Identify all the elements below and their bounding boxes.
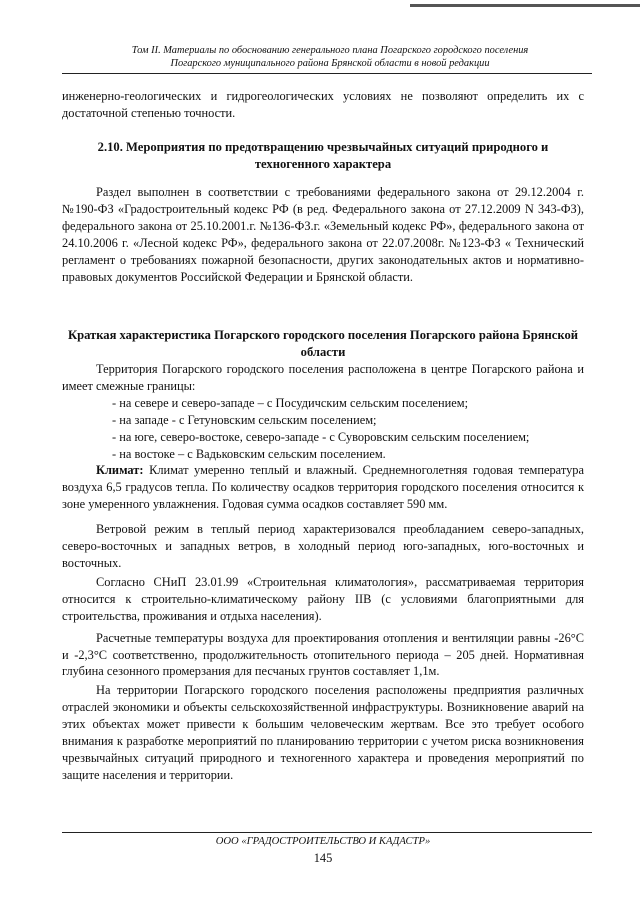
header-line-1: Том II. Материалы по обоснованию генерального плана Погарского городского поселения [131, 45, 529, 56]
border-item-east: - на востоке – с Вадьковским сельским поселением. [112, 446, 386, 461]
intro-continuation [62, 88, 584, 122]
temperatures-paragraph: Расчетные температуры воздуха для проектирования отопления и вентиляции равны -26°С и -2,3°С соответственно, продолжительность отопительного периода – 205 дней. Нормативная глубина сезонного промерзания для песчаных грунтов составляет 1,1м. [62, 630, 584, 679]
border-item-south: - на юге, северо-востоке, северо-западе - с Суворовским сельским поселением; [112, 429, 530, 444]
snip-paragraph: Согласно СНиП 23.01.99 «Строительная климатология», рассматриваемая территория относится к строительно-климатическому району IIВ (с условиями благоприятными для строительства, проживания и отдыха населения). [62, 574, 584, 623]
climate-label: Климат: [96, 463, 144, 478]
border-item-west: - на западе - с Гетуновским сельским поселением; [112, 412, 377, 427]
section-210-body [62, 184, 584, 285]
climate-paragraph [62, 462, 584, 513]
wind-paragraph: Ветровой режим в теплый период характеризовался преобладанием северо-западных, северо-восточных и западных ветров, в холодный период юго-западных, юго-восточных и восточных. [62, 522, 584, 570]
climate-text: Климат умеренно теплый и влажный. Среднемноголетняя годовая температура воздуха 6,5 градусов тепла. По количеству осадков территория городского поселения относится к зоне умеренного увлажнения. Годовая сумма осадков составляет 590 мм. [62, 463, 584, 512]
scan-edge-mark [410, 4, 640, 7]
legal-basis-paragraph: Раздел выполнен в соответствии с требованиями федерального закона от 29.12.2004 г. №190-ФЗ «Градостроительный кодекс РФ (в ред. Федерального закона от 27.12.2009 N 343-ФЗ), федерального закона от 25.10.2001.г. №136-ФЗ.г. «Земельный кодекс РФ», федерального закона от 24.10.2006 г. «Лесной кодекс РФ», федерального закона от 22.07.2008г. №123-ФЗ « Технический регламент о требованиях пожарной безопасности, других законодательных актов и нормативно-правовых документов Российской Федерации и Брянской области. [62, 185, 584, 284]
page-number: 145 [313, 851, 333, 865]
running-header [70, 44, 590, 70]
territory-paragraph: Территория Погарского городского поселения расположена в центре Погарского района и имеет смежные границы: [62, 362, 584, 393]
section-210-title: 2.10. Мероприятия по предотвращению чрезвычайных ситуаций природного и техногенного характера [97, 140, 549, 171]
footer-rule [62, 832, 592, 833]
brief-characteristics-body [62, 361, 584, 784]
brief-characteristics-title: Краткая характеристика Погарского городского поселения Погарского района Брянской области [67, 328, 579, 359]
header-line-2: Погарского муниципального района Брянской области в новой редакции [170, 58, 490, 69]
intro-paragraph: инженерно-геологических и гидрогеологических условиях не позволяют определить их с достаточной степенью точности. [62, 89, 584, 120]
header-rule [62, 73, 592, 74]
footer-company: ООО «ГРАДОСТРОИТЕЛЬСТВО И КАДАСТР» [215, 836, 431, 847]
border-item-north: - на севере и северо-западе – с Посудичским сельским поселением; [112, 395, 469, 410]
risks-paragraph: На территории Погарского городского поселения расположены предприятия различных отраслей экономики и объекты сельскохозяйственной инфраструктуры. Возникновение аварий на этих объектах может привести к большим человеческим жертвам. Все это требует особого внимания к разработке мероприятий по планированию территории с учетом риска возникновения чрезвычайных ситуаций природного и техногенного характера и проведения мероприятий по защите населения и территории. [62, 683, 584, 782]
